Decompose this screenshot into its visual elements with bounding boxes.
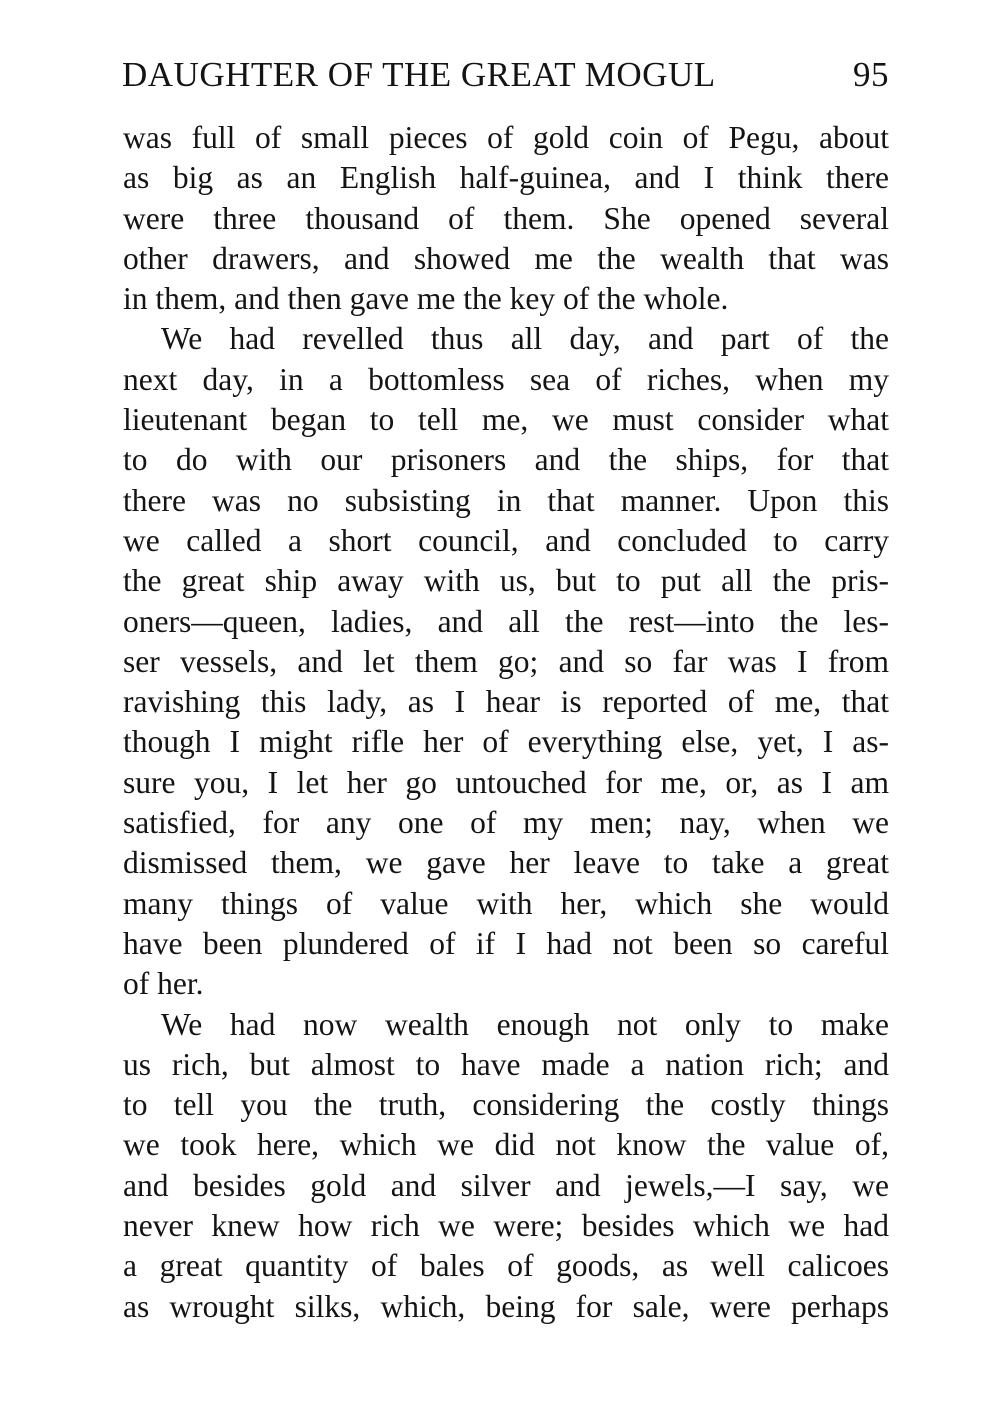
text-line: as wrought silks, which, being for sale, were perhaps [123, 1288, 889, 1324]
page-header [122, 52, 889, 98]
text-line: lieutenant began to tell me, we must consider what [123, 402, 889, 438]
text-line: satisfied, for any one of my men; nay, when we [123, 805, 889, 841]
text-line: there was no subsisting in that manner. Upon this [123, 482, 889, 518]
page-number: 95 [853, 55, 889, 94]
text-line: to tell you the truth, considering the costly things [123, 1087, 889, 1123]
text-line: we took here, which we did not know the value of, [123, 1127, 889, 1163]
text-line: in them, and then gave me the key of the whole. [123, 281, 729, 317]
running-title: DAUGHTER OF THE GREAT MOGUL [122, 55, 716, 94]
text-line: to do with our prisoners and the ships, for that [123, 442, 889, 478]
body-text [123, 118, 889, 1327]
text-line: dismissed them, we gave her leave to take a great [123, 845, 889, 881]
text-line: ser vessels, and let them go; and so far was I from [123, 643, 889, 679]
text-line: We had now wealth enough not only to make [161, 1006, 889, 1042]
text-line: other drawers, and showed me the wealth that was [123, 240, 889, 276]
text-line: have been plundered of if I had not been so careful [123, 925, 889, 961]
text-line: We had revelled thus all day, and part of the [161, 321, 889, 357]
text-line: the great ship away with us, but to put all the pris- [123, 563, 889, 599]
text-line: ravishing this lady, as I hear is reported of me, that [123, 684, 889, 720]
text-line: next day, in a bottomless sea of riches, when my [123, 361, 889, 397]
text-line: never knew how rich we were; besides which we had [123, 1208, 889, 1244]
text-line: as big as an English half-guinea, and I think there [123, 160, 889, 196]
text-line: and besides gold and silver and jewels,—I say, we [123, 1167, 889, 1203]
text-line: of her. [123, 966, 204, 1002]
text-line: we called a short council, and concluded to carry [123, 522, 889, 558]
text-line: sure you, I let her go untouched for me, or, as I am [123, 764, 889, 800]
text-line: oners—queen, ladies, and all the rest—into the les- [123, 603, 889, 639]
text-line: a great quantity of bales of goods, as well calicoes [123, 1248, 889, 1284]
text-line: though I might rifle her of everything else, yet, I as- [123, 724, 889, 760]
text-line: many things of value with her, which she would [123, 885, 889, 921]
text-line: were three thousand of them. She opened several [123, 200, 889, 236]
text-line: us rich, but almost to have made a nation rich; and [123, 1046, 889, 1082]
text-line: was full of small pieces of gold coin of Pegu, about [123, 120, 889, 155]
